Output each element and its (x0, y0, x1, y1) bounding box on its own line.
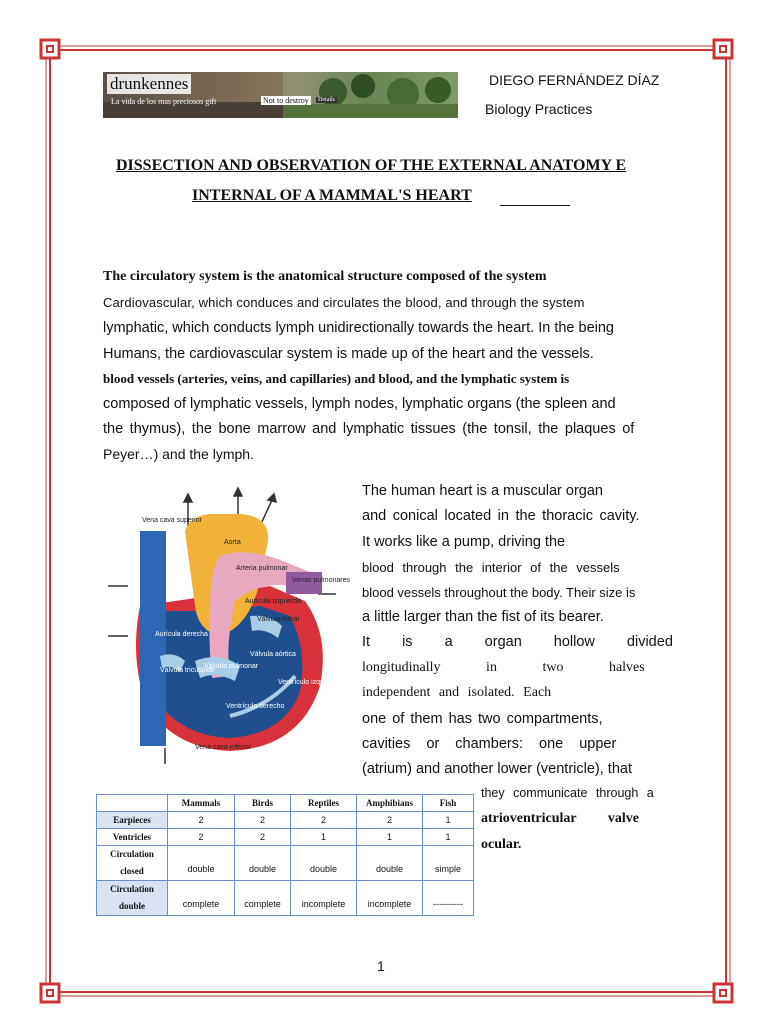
body-line: a little larger than the fist of its bearer. (362, 609, 604, 625)
body-line: longitudinally in two halves (362, 660, 645, 675)
table-row-label (97, 846, 168, 881)
table-cell: 1 (291, 829, 357, 846)
table-row-label-line: double (118, 901, 145, 911)
table-cell: 1 (357, 829, 423, 846)
banner-tagline: La vida de los mas preciosos gift (111, 97, 217, 106)
banner-title: drunkennes (107, 74, 191, 94)
table-row (97, 829, 474, 846)
table-row-label-line: Circulation (110, 884, 154, 894)
body-line: independent and isolated. Each (362, 685, 552, 700)
body-line: It works like a pump, driving the (362, 534, 566, 550)
table-cell: 2 (168, 829, 235, 846)
table-row-label (97, 881, 168, 916)
intro-line: Humans, the cardiovascular system is made up of the heart and the vessels. (103, 346, 594, 362)
table-header-cell: Amphibians (357, 795, 423, 812)
corner-ornament-icon (39, 982, 61, 1004)
intro-line: the thymus), the bone marrow and lymphatic tissues (the tonsil, the plaques of (103, 421, 635, 437)
heart-label: Vena cava superior (142, 517, 202, 524)
table-cell: ---------- (423, 881, 474, 916)
heart-label: Arteria pulmonar (236, 565, 288, 572)
heart-label: Ventrículo izquierdo (278, 679, 340, 686)
intro-line: lymphatic, which conducts lymph unidirectionally towards the heart. In the being (103, 320, 614, 336)
heart-label: Venas pulmonares (292, 577, 350, 584)
table-cell: double (168, 846, 235, 881)
heart-label: Aorta (224, 539, 241, 546)
header-banner-image (103, 72, 458, 118)
intro-line: composed of lymphatic vessels, lymph nodes, lymphatic organs (the spleen and (103, 396, 616, 412)
heart-diagram (100, 486, 350, 768)
table-row-label: Ventricles (97, 829, 168, 846)
document-title-line-2: INTERNAL OF A MAMMAL'S HEART (192, 187, 472, 204)
intro-line: Peyer…) and the lymph. (103, 446, 254, 462)
table-row-label-line: closed (120, 866, 144, 876)
table-header-cell: Birds (235, 795, 291, 812)
table-cell: 1 (423, 812, 474, 829)
table-header-cell: Mammals (168, 795, 235, 812)
intro-text: The circulatory system is the anatomical structure composed of the system (103, 269, 547, 284)
table-cell: 2 (357, 812, 423, 829)
table-row (97, 846, 474, 881)
heart-label: Aurícula derecha (155, 631, 208, 638)
table-cell: double (291, 846, 357, 881)
table-cell: complete (168, 881, 235, 916)
body-line: atrioventricular valve (481, 811, 639, 826)
heart-label: Válvula aórtica (250, 651, 296, 658)
heart-label: Vena cava inferior (195, 744, 252, 751)
table-cell: 2 (235, 829, 291, 846)
table-cell: 2 (291, 812, 357, 829)
document-title-line-1: DISSECTION AND OBSERVATION OF THE EXTERNAL ANATOMY E (116, 157, 627, 174)
heart-label: Aurícula izquierda (245, 598, 302, 605)
corner-ornament-icon (39, 38, 61, 60)
intro-line: blood vessels (arteries, veins, and capillaries) and blood, and the lymphatic system is (103, 371, 570, 386)
table-cell: simple (423, 846, 474, 881)
table-cell: complete (235, 881, 291, 916)
table-cell: 1 (423, 829, 474, 846)
table-cell: incomplete (291, 881, 357, 916)
table-cell: double (235, 846, 291, 881)
banner-tag: Details (318, 97, 335, 103)
body-line: one of them has two compartments, (362, 711, 603, 727)
banner-tag: Not to destroy (263, 96, 309, 105)
table-cell: incomplete (357, 881, 423, 916)
heart-label: Válvula pulmonar (204, 663, 259, 670)
circulation-comparison-table (96, 794, 474, 916)
heart-label: Válvula tricúspide (160, 667, 215, 674)
corner-ornament-icon (712, 982, 734, 1004)
table-header-cell: Fish (423, 795, 474, 812)
table-row (97, 812, 474, 829)
table-cell: double (357, 846, 423, 881)
author-name: DIEGO FERNÁNDEZ DÍAZ (489, 72, 660, 88)
body-line: (atrium) and another lower (ventricle), that (362, 761, 632, 777)
body-line: The human heart is a muscular organ (362, 483, 603, 499)
table-row (97, 881, 474, 916)
intro-line: Cardiovascular, which conduces and circulates the blood, and through the system (103, 295, 585, 310)
table-header-row (97, 795, 474, 812)
table-header-cell (97, 795, 168, 812)
table-header-cell: Reptiles (291, 795, 357, 812)
body-line: cavities or chambers: one upper (362, 736, 617, 752)
heart-label: Ventrículo derecho (226, 703, 285, 710)
body-line: blood vessels throughout the body. Their size is (362, 585, 636, 600)
body-line: they communicate through a (481, 786, 654, 800)
course-name: Biology Practices (485, 101, 593, 117)
body-line: It is a organ hollow divided (362, 634, 673, 650)
table-cell: 2 (168, 812, 235, 829)
body-line: ocular. (481, 837, 522, 852)
table-row-label: Earpieces (97, 812, 168, 829)
table-cell: 2 (235, 812, 291, 829)
title-underline (500, 205, 570, 206)
body-line: and conical located in the thoracic cavity. (362, 508, 640, 524)
body-line: blood through the interior of the vessels (362, 560, 620, 575)
corner-ornament-icon (712, 38, 734, 60)
page-number: 1 (377, 958, 385, 974)
intro-line (103, 269, 615, 285)
heart-label: Válvula mitral (257, 616, 300, 623)
table-row-label-line: Circulation (110, 849, 154, 859)
